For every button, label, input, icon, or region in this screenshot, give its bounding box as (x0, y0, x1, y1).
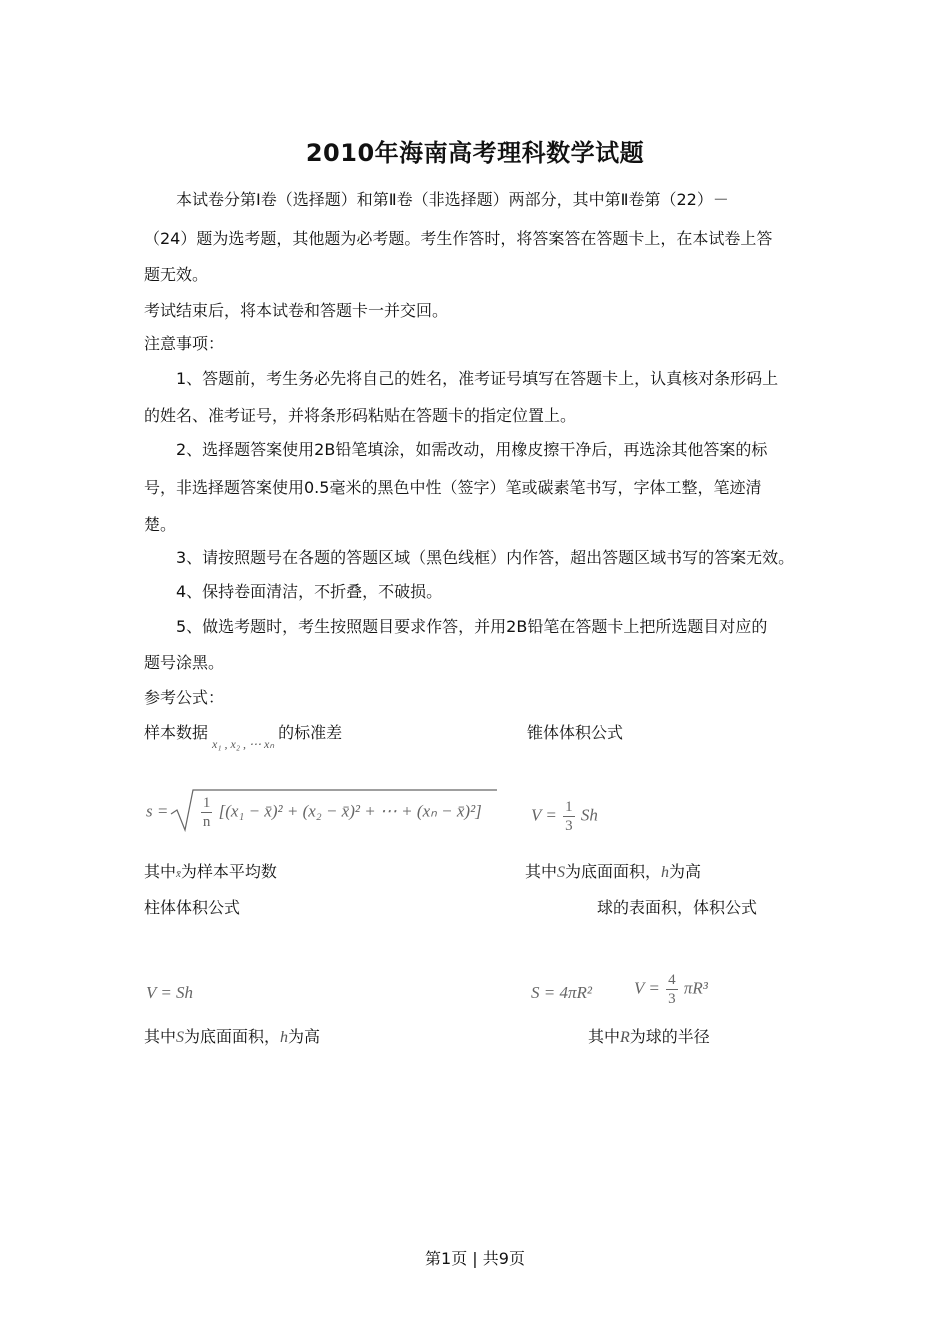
sphere-fraction: $\frac{4}{3}$ (668, 972, 676, 1007)
intro-line-3: 题无效。 (144, 265, 209, 284)
intro-line-2: （24）题为选考题，其他题为必考题。考生作答时，将答案答在答题卡上，在本试卷上答 (144, 229, 773, 248)
cone-rhs: Sh (580, 805, 598, 825)
cone-fraction: $\frac{1}{3}$ (565, 799, 573, 834)
sphere-formula-label: 球的表面积，体积公式 (597, 898, 758, 917)
cone-formula (531, 798, 598, 835)
intro-line-4: 考试结束后，将本试卷和答题卡一并交回。 (144, 301, 449, 320)
note-1-line-2: 的姓名、准考证号，并将条形码粘贴在答题卡的指定位置上。 (144, 406, 577, 425)
cone-volume-label: 锥体体积公式 (527, 723, 624, 742)
sample-label-pre: 样本数据 (144, 723, 209, 742)
page-footer: 第1页 | 共9页 (425, 1249, 525, 1268)
cone-note: 其中S为底面面积，h为高 (525, 862, 702, 881)
notes-heading: 注意事项： (144, 334, 225, 353)
std-lhs: s = (146, 801, 169, 821)
prism-formula: V = Sh (146, 983, 194, 1002)
std-formula (146, 794, 482, 831)
intro-line-1: 本试卷分第Ⅰ卷（选择题）和第Ⅱ卷（非选择题）两部分，其中第Ⅱ卷第（22）－ (176, 190, 729, 209)
prism-volume-label: 柱体体积公式 (144, 898, 241, 917)
note-1-line-1: 1、答题前，考生务必先将自己的姓名，准考证号填写在答题卡上，认真核对条形码上 (176, 369, 779, 388)
note-4: 4、保持卷面清洁，不折叠，不破损。 (176, 582, 443, 601)
note-3: 3、请按照题号在各题的答题区域（黑色线框）内作答，超出答题区域书写的答案无效。 (176, 548, 795, 567)
sqrt-icon (173, 794, 482, 831)
note-5-line-1: 5、做选考题时，考生按照题目要求作答，并用2B铅笔在答题卡上把所选题目对应的 (176, 617, 768, 636)
sphere-volume-formula: V = $\frac{4}{3}$ πR³ (634, 972, 708, 1007)
std-body: [(x₁ − x̄)² + (x₂ − x̄)² + ⋯ + (xₙ − x̄)²] (218, 801, 482, 821)
note-5-line-2: 题号涂黑。 (144, 653, 225, 672)
mean-symbol: x̄ (176, 868, 181, 880)
note-2-line-2: 号，非选择题答案使用0.5毫米的黑色中性（签字）笔或碳素笔书写，字体工整，笔迹清 (144, 478, 762, 497)
sample-label-post: 的标准差 (278, 723, 343, 742)
page-title: 2010年海南高考理科数学试题 (305, 139, 645, 167)
sample-vars: x₁ , x₂ , ⋯ xₙ (212, 737, 275, 751)
note-2-line-3: 楚。 (144, 515, 177, 534)
sphere-note: 其中R为球的半径 (588, 1027, 710, 1046)
note-2-line-1: 2、选择题答案使用2B铅笔填涂，如需改动，用橡皮擦干净后，再选涂其他答案的标 (176, 440, 768, 459)
mean-note: 其中x̄为样本平均数 (144, 862, 277, 881)
std-fraction: $\frac{1}{n}$ (202, 795, 211, 830)
formulas-heading: 参考公式： (144, 688, 225, 707)
cone-lhs: V = (531, 805, 557, 825)
sphere-area-formula: S = 4πR² (531, 983, 592, 1002)
prism-note: 其中S为底面面积，h为高 (144, 1027, 321, 1046)
sample-std-label (144, 723, 343, 751)
